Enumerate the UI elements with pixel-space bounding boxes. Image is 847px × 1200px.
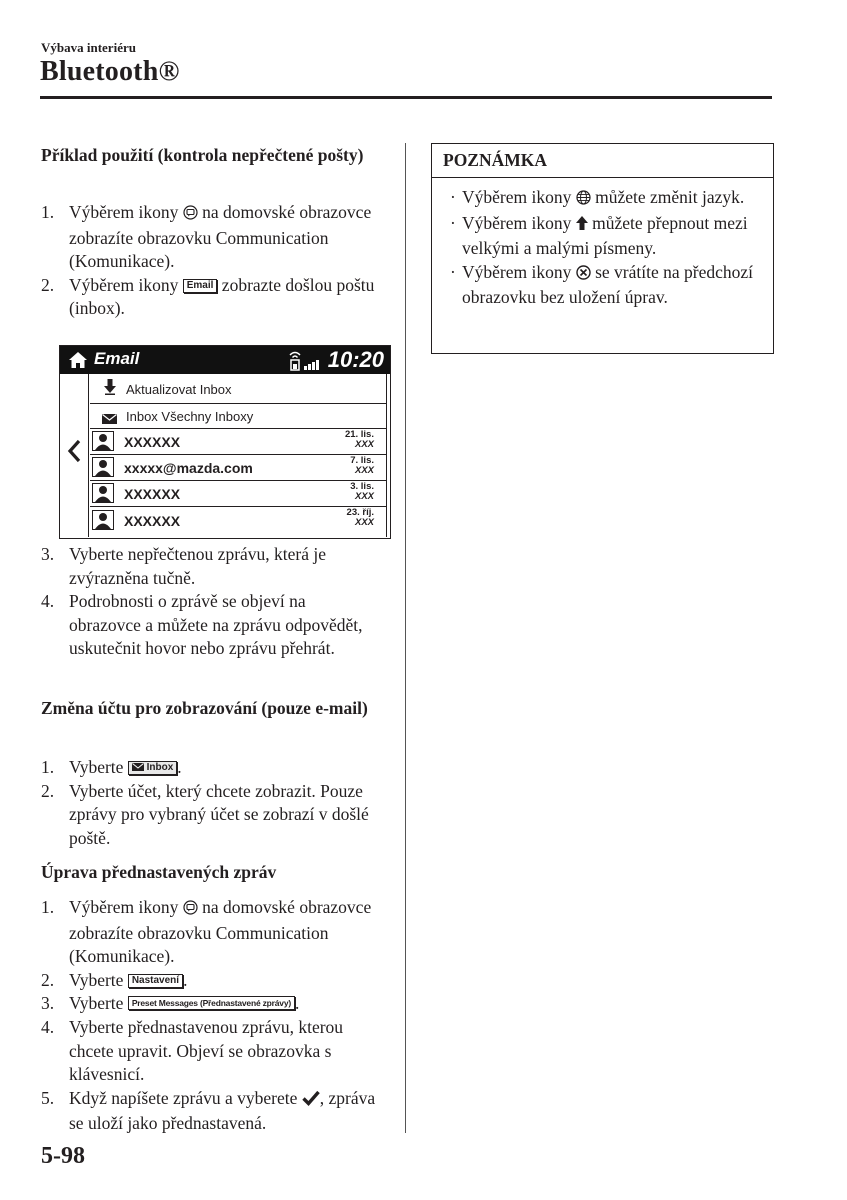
list-item — [41, 780, 381, 851]
list-item — [41, 201, 381, 274]
email-button-label: Email — [183, 279, 218, 293]
email-date: 3. lis. XXX — [350, 481, 374, 502]
step-number: 3. — [41, 993, 55, 1014]
step-number: 2. — [41, 969, 55, 990]
step-text: Vyberte nepřečtenou zprávu, která je zvýrazněna tučně. — [69, 544, 327, 588]
email-date: 7. lis. XXX — [350, 455, 374, 476]
email-row[interactable] — [90, 481, 386, 507]
contact-icon — [92, 510, 114, 533]
contact-icon — [92, 457, 114, 480]
breadcrumb: Výbava interiéru — [41, 40, 136, 55]
step-text: Vyberte — [69, 969, 124, 990]
list-item — [41, 756, 381, 780]
screen-title-bar — [60, 346, 390, 374]
download-arrow-icon — [104, 379, 116, 398]
section-heading-account: Změna účtu pro zobrazování (pouze e-mail) — [41, 698, 368, 718]
email-sender: XXXXXX — [124, 434, 181, 450]
inbox-label: Inbox Všechny Inboxy — [126, 409, 254, 424]
bullet-dot: · — [450, 212, 456, 233]
list-item — [41, 1087, 386, 1136]
envelope-icon — [132, 763, 144, 771]
shift-arrow-icon — [576, 214, 588, 238]
note-text: můžete změnit jazyk. — [595, 187, 745, 207]
step-number: 1. — [41, 202, 55, 222]
column-divider — [405, 143, 406, 1133]
globe-icon — [576, 188, 591, 212]
step-text: zobrazte došlou poštu (inbox). — [69, 274, 375, 319]
step-text: Vyberte — [69, 757, 124, 777]
communication-icon — [183, 203, 198, 227]
list-item — [450, 212, 763, 261]
step-number: 1. — [41, 757, 55, 777]
list-right-border — [386, 374, 387, 537]
list-item — [41, 274, 381, 321]
home-icon[interactable] — [68, 351, 88, 374]
update-inbox-row[interactable] — [90, 374, 386, 404]
preset-messages-button-label: Preset Messages (Přednastavené zprávy) — [128, 996, 295, 1010]
phone-signal-icon — [286, 349, 322, 376]
step-text: Vyberte účet, který chcete zobrazit. Pouze zprávy pro vybraný účet se zobrazí v došlé poště. — [69, 780, 369, 848]
step-text: Výběrem ikony — [69, 897, 179, 917]
list-item — [41, 590, 381, 661]
step-text: . — [295, 993, 300, 1014]
step-text: Vyberte přednastavenou zprávu, kterou chcete upravit. Objeví se obrazovka s klávesnicí. — [69, 1016, 344, 1085]
page-title: Bluetooth® — [40, 56, 180, 87]
step-text: Podrobnosti o zprávě se objeví na obrazovce a můžete na zprávu odpovědět, uskutečnit hovor nebo zprávu přehrát. — [69, 591, 363, 659]
step-number: 2. — [41, 274, 55, 295]
note-text: se vrátíte na předchozí obrazovku bez uložení úprav. — [462, 261, 754, 308]
step-number: 5. — [41, 1087, 55, 1108]
contact-icon — [92, 483, 114, 506]
contact-icon — [92, 431, 114, 454]
email-row[interactable] — [90, 429, 386, 455]
note-text: Výběrem ikony — [462, 212, 572, 233]
email-row[interactable] — [90, 507, 386, 535]
step-number: 4. — [41, 591, 55, 612]
update-inbox-label: Aktualizovat Inbox — [126, 382, 232, 397]
screen-title: Email — [94, 349, 140, 368]
list-left-border — [88, 374, 89, 537]
title-divider — [40, 96, 772, 99]
list-item — [41, 1016, 386, 1087]
step-number: 2. — [41, 780, 55, 801]
section-heading-unread-mail: Příklad použití (kontrola nepřečtené pošty) — [41, 145, 364, 165]
note-text: můžete přepnout mezi velkými a malými písmeny. — [462, 212, 748, 259]
note-text: Výběrem ikony — [462, 261, 572, 282]
step-text: Výběrem ikony — [69, 202, 179, 222]
step-number: 3. — [41, 544, 55, 564]
steps-list-1 — [41, 201, 381, 321]
section-heading-preset: Úprava přednastavených zpráv — [41, 862, 277, 882]
steps-list-3 — [41, 896, 386, 1136]
steps-list-1b — [41, 543, 381, 661]
step-text: Když napíšete zprávu a vyberete — [69, 1087, 298, 1108]
clock-time: 10:20 — [327, 347, 384, 372]
checkmark-icon — [302, 1089, 320, 1113]
step-number: 1. — [41, 897, 55, 917]
step-text: na domovské obrazovce zobrazíte obrazovku Communication (Komunikace). — [69, 897, 372, 967]
inbox-button-label: Inbox — [128, 761, 177, 775]
step-text: Vyberte — [69, 993, 124, 1014]
step-number: 4. — [41, 1016, 55, 1037]
email-sender: XXXXXX — [124, 486, 181, 502]
page-number: 5-98 — [41, 1143, 85, 1169]
step-text: Výběrem ikony — [69, 274, 179, 295]
steps-list-2 — [41, 756, 381, 850]
email-row[interactable] — [90, 455, 386, 481]
step-text: . — [177, 757, 182, 777]
communication-icon — [183, 898, 198, 922]
list-item — [450, 261, 763, 310]
step-text: , zpráva se uloží jako přednastavená. — [69, 1087, 376, 1134]
envelope-icon — [102, 412, 117, 427]
email-sender: XXXXXX — [124, 513, 181, 529]
note-list — [432, 178, 773, 310]
email-screen — [59, 345, 391, 539]
bullet-dot: · — [450, 261, 456, 282]
step-text: na domovské obrazovce zobrazíte obrazovku Communication (Komunikace). — [69, 202, 372, 272]
step-text: . — [183, 969, 188, 990]
inbox-select-row[interactable] — [90, 404, 386, 429]
back-chevron-icon[interactable] — [66, 439, 82, 468]
list-item — [450, 186, 763, 212]
list-item — [41, 992, 386, 1016]
email-date: 23. říj. XXX — [346, 507, 374, 528]
list-item — [41, 896, 386, 969]
settings-button-label: Nastavení — [128, 974, 183, 988]
note-heading: POZNÁMKA — [432, 144, 773, 178]
email-sender: xxxxx@mazda.com — [124, 460, 253, 476]
bullet-dot: · — [450, 187, 456, 207]
list-item — [41, 543, 381, 590]
email-date: 21. lis. XXX — [344, 429, 374, 450]
note-box — [431, 143, 774, 354]
note-text: Výběrem ikony — [462, 187, 572, 207]
list-item — [41, 969, 386, 993]
close-circle-icon — [576, 263, 591, 287]
